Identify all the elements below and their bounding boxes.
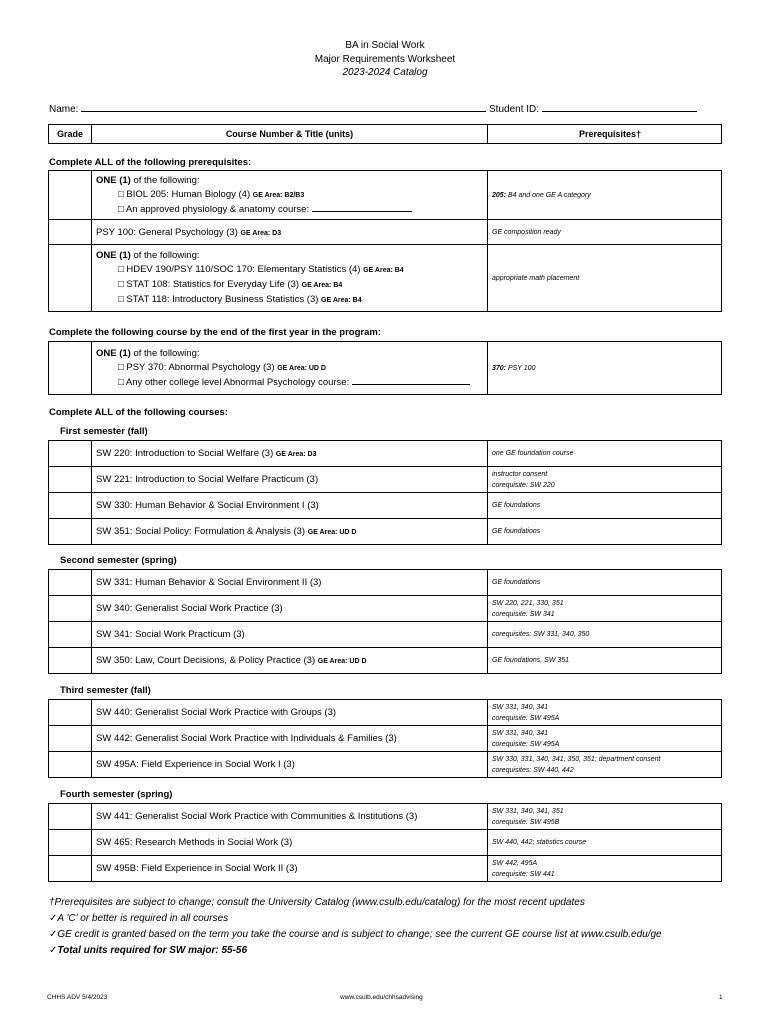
footer-center: www.csulb.edu/chhsadvising bbox=[340, 994, 423, 1001]
table-row bbox=[49, 700, 722, 726]
grade-cell[interactable] bbox=[49, 342, 92, 395]
prereq-cell: SW 331, 340, 341 corequisite: SW 495A bbox=[488, 726, 722, 752]
prereq-cell: 370: PSY 100 bbox=[488, 342, 722, 395]
prereq-cell: GE foundations, SW 351 bbox=[488, 648, 722, 674]
grade-cell[interactable] bbox=[49, 171, 92, 220]
course-cell: SW 220: Introduction to Social Welfare (3) GE Area: D3 bbox=[92, 441, 488, 467]
document-subtitle: Major Requirements Worksheet bbox=[314, 53, 456, 65]
course-cell: ONE (1) of the following: □ PSY 370: Abnormal Psychology (3) GE Area: UD D □ Any other college level Abnormal Psychology course: bbox=[92, 342, 488, 395]
table-row bbox=[49, 804, 722, 830]
table-row bbox=[49, 752, 722, 778]
table-row bbox=[49, 856, 722, 882]
table-row bbox=[49, 220, 722, 245]
course-cell: SW 440: Generalist Social Work Practice with Groups (3) bbox=[92, 700, 488, 726]
student-id-label: Student ID: bbox=[489, 104, 540, 115]
grade-cell[interactable] bbox=[49, 830, 92, 856]
prereq-cell: SW 330, 331, 340, 341, 350, 351; department consent corequisites: SW 440, 442 bbox=[488, 752, 722, 778]
catalog-year: 2023-2024 Catalog bbox=[342, 67, 428, 78]
semester-heading: Second semester (spring) bbox=[60, 555, 177, 566]
course-cell: SW 350: Law, Court Decisions, & Policy Practice (3) GE Area: UD D bbox=[92, 648, 488, 674]
grade-cell[interactable] bbox=[49, 700, 92, 726]
semester-heading: Third semester (fall) bbox=[60, 685, 151, 696]
grade-cell[interactable] bbox=[49, 596, 92, 622]
course-cell: SW 340: Generalist Social Work Practice (3) bbox=[92, 596, 488, 622]
checkbox-option[interactable]: □ An approved physiology & anatomy course: bbox=[118, 203, 310, 215]
checkbox-option[interactable]: □ BIOL 205: Human Biology (4) bbox=[118, 188, 251, 200]
page-header bbox=[0, 39, 770, 80]
grade-cell[interactable] bbox=[49, 245, 92, 312]
course-cell: SW 351: Social Policy: Formulation & Analysis (3) GE Area: UD D bbox=[92, 519, 488, 545]
table-row bbox=[49, 441, 722, 467]
all-courses-section-title: Complete ALL of the following courses: bbox=[49, 407, 228, 418]
prereq-cell: SW 442, 495A corequisite: SW 441 bbox=[488, 856, 722, 882]
grade-cell[interactable] bbox=[49, 519, 92, 545]
prereq-cell: SW 220, 221, 330, 351 corequisite: SW 341 bbox=[488, 596, 722, 622]
course-cell: SW 331: Human Behavior & Social Environment II (3) bbox=[92, 570, 488, 596]
grade-cell[interactable] bbox=[49, 622, 92, 648]
course-cell: PSY 100: General Psychology (3) GE Area: D3 bbox=[92, 220, 488, 245]
prereq-cell: GE foundations bbox=[488, 493, 722, 519]
course-cell: SW 341: Social Work Practicum (3) bbox=[92, 622, 488, 648]
footnote: ✓GE credit is granted based on the term you take the course and is subject to change; see the current GE course list at www.csulb.edu/ge bbox=[49, 929, 662, 940]
prereq-cell: GE composition ready bbox=[488, 220, 722, 245]
grade-cell[interactable] bbox=[49, 752, 92, 778]
course-cell: SW 221: Introduction to Social Welfare Practicum (3) bbox=[92, 467, 488, 493]
semester-heading: Fourth semester (spring) bbox=[60, 789, 173, 800]
semester-heading: First semester (fall) bbox=[60, 426, 148, 437]
semester-table bbox=[48, 699, 722, 778]
prereq-cell: GE foundations bbox=[488, 519, 722, 545]
grade-cell[interactable] bbox=[49, 856, 92, 882]
table-row bbox=[49, 493, 722, 519]
course-cell: ONE (1) of the following: □ BIOL 205: Human Biology (4) GE Area: B2/B3 □ An approved physiology & anatomy course: bbox=[92, 171, 488, 220]
prereq-cell: corequisites: SW 331, 340, 350 bbox=[488, 622, 722, 648]
prereq-cell: 205: B4 and one GE A category bbox=[488, 171, 722, 220]
prereq-cell: SW 331, 340, 341 corequisite: SW 495A bbox=[488, 700, 722, 726]
table-row bbox=[49, 622, 722, 648]
table-row bbox=[49, 245, 722, 312]
footer-left: CHHS ADV 5/4/2023 bbox=[47, 994, 108, 1001]
semester-table bbox=[48, 569, 722, 674]
grade-cell[interactable] bbox=[49, 570, 92, 596]
first-year-table bbox=[48, 341, 722, 395]
course-cell: SW 495B: Field Experience in Social Work II (3) bbox=[92, 856, 488, 882]
checkbox-option[interactable]: □ PSY 370: Abnormal Psychology (3) bbox=[118, 361, 275, 373]
course-cell: ONE (1) of the following: □ HDEV 190/PSY 110/SOC 170: Elementary Statistics (4) GE Area: B4 □ STAT 108: Statistics for Everyday Life (3) GE Area: B4 □ STAT 118: Introductory Business Statistics (3) GE Area: B4 bbox=[92, 245, 488, 312]
semester-table bbox=[48, 440, 722, 545]
name-field[interactable] bbox=[81, 103, 486, 112]
grade-cell[interactable] bbox=[49, 726, 92, 752]
footnote: ✓Total units required for SW major: 55-56 bbox=[49, 945, 248, 956]
prereq-cell: instructor consent corequisite: SW 220 bbox=[488, 467, 722, 493]
student-id-field[interactable] bbox=[542, 103, 697, 112]
grade-cell[interactable] bbox=[49, 467, 92, 493]
column-header-table bbox=[48, 124, 722, 144]
prereqs-table bbox=[48, 170, 722, 312]
first-year-section-title: Complete the following course by the end of the first year in the program: bbox=[49, 327, 382, 338]
course-fill-in-field[interactable] bbox=[312, 203, 412, 212]
table-row bbox=[49, 519, 722, 545]
grade-cell[interactable] bbox=[49, 804, 92, 830]
table-row bbox=[49, 467, 722, 493]
course-cell: SW 330: Human Behavior & Social Environment I (3) bbox=[92, 493, 488, 519]
table-row bbox=[49, 570, 722, 596]
table-row bbox=[49, 171, 722, 220]
student-info-line bbox=[49, 103, 697, 115]
prereq-cell: SW 331, 340, 341, 351 corequisite: SW 495B bbox=[488, 804, 722, 830]
prereq-cell: appropriate math placement bbox=[488, 245, 722, 312]
prereq-cell: one GE foundation course bbox=[488, 441, 722, 467]
course-cell: SW 495A: Field Experience in Social Work I (3) bbox=[92, 752, 488, 778]
document-title: BA in Social Work bbox=[345, 40, 425, 51]
footnote: †Prerequisites are subject to change; consult the University Catalog (www.csulb.edu/catalog) for the most recent updates bbox=[49, 897, 585, 908]
table-row bbox=[49, 830, 722, 856]
course-cell: SW 442: Generalist Social Work Practice with Individuals & Families (3) bbox=[92, 726, 488, 752]
footnotes bbox=[49, 895, 662, 959]
course-cell: SW 465: Research Methods in Social Work (3) bbox=[92, 830, 488, 856]
course-column-header: Course Number & Title (units) bbox=[92, 125, 488, 144]
checkbox-option[interactable]: □ Any other college level Abnormal Psychology course: bbox=[118, 376, 350, 388]
table-row bbox=[49, 342, 722, 395]
grade-cell[interactable] bbox=[49, 220, 92, 245]
prereq-column-header: Prerequisites† bbox=[488, 125, 722, 144]
prereqs-section-title: Complete ALL of the following prerequisites: bbox=[49, 157, 252, 168]
grade-column-header: Grade bbox=[49, 125, 92, 144]
semester-table bbox=[48, 803, 722, 882]
checkbox-option[interactable]: □ HDEV 190/PSY 110/SOC 170: Elementary Statistics (4) bbox=[118, 263, 361, 275]
name-label: Name: bbox=[49, 104, 79, 115]
footnote: ✓A 'C' or better is required in all courses bbox=[49, 913, 229, 924]
course-fill-in-field[interactable] bbox=[352, 376, 470, 385]
course-cell: SW 441: Generalist Social Work Practice with Communities & Institutions (3) bbox=[92, 804, 488, 830]
prereq-cell: SW 440, 442; statistics course bbox=[488, 830, 722, 856]
checkbox-option[interactable]: □ STAT 118: Introductory Business Statistics (3) bbox=[118, 293, 319, 305]
grade-cell[interactable] bbox=[49, 648, 92, 674]
table-row bbox=[49, 726, 722, 752]
table-row bbox=[49, 648, 722, 674]
grade-cell[interactable] bbox=[49, 441, 92, 467]
checkbox-option[interactable]: □ STAT 108: Statistics for Everyday Life (3) bbox=[118, 278, 300, 290]
grade-cell[interactable] bbox=[49, 493, 92, 519]
page-number: 1 bbox=[719, 994, 723, 1001]
table-row bbox=[49, 596, 722, 622]
prereq-cell: GE foundations bbox=[488, 570, 722, 596]
